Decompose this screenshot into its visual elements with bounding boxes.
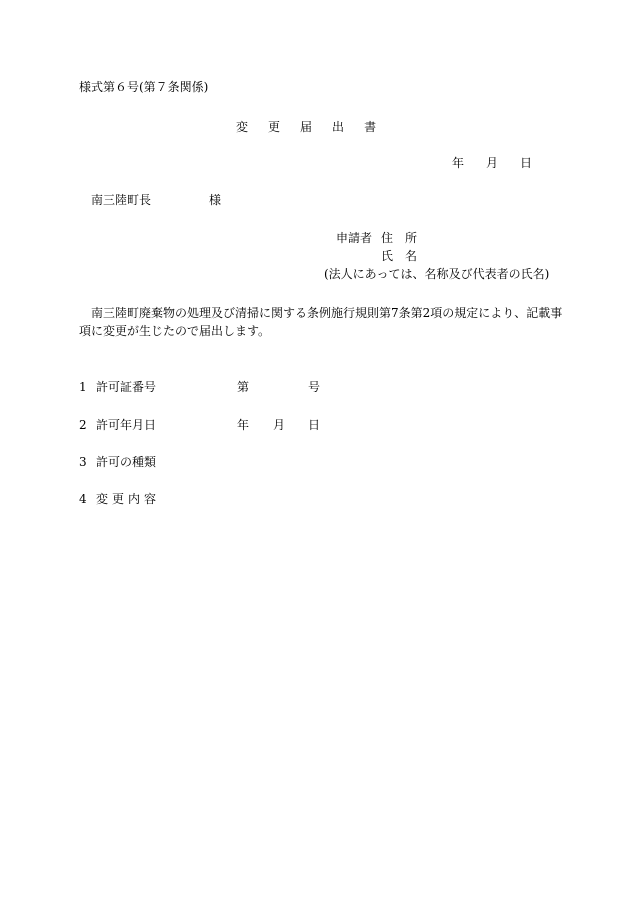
title-char: 届 (300, 120, 313, 134)
date-day-label: 日 (520, 156, 533, 170)
addressee: 南三陸町長 (91, 193, 152, 207)
addressee-honorific: 様 (209, 193, 222, 207)
title-char: 書 (364, 120, 377, 134)
item-number: 2 (79, 418, 87, 432)
permit-date-month-label: 月 (273, 418, 286, 432)
item-number: 4 (79, 492, 87, 506)
permit-number-suffix: 号 (308, 380, 321, 394)
permit-number-prefix: 第 (237, 380, 250, 394)
item-permit-number-label: 許可証番号 (96, 380, 157, 394)
item-permit-date-label: 許可年月日 (96, 418, 157, 432)
item-number: 1 (79, 380, 87, 394)
title-char: 変 (236, 120, 249, 134)
permit-date-year-label: 年 (237, 418, 250, 432)
body-text-line-2: 項に変更が生じたので届出します。 (79, 324, 271, 338)
document-title (236, 120, 396, 135)
corporate-note: (法人にあっては、名称及び代表者の氏名) (324, 267, 550, 281)
body-text-line-1: 南三陸町廃棄物の処理及び清掃に関する条例施行規則第7条第2項の規定により、記載事 (91, 306, 563, 320)
applicant-name-label: 氏 名 (381, 249, 418, 263)
item-permit-type-label: 許可の種類 (96, 455, 157, 469)
item-number: 3 (79, 455, 87, 469)
form-number: 様式第６号(第７条関係) (79, 80, 209, 94)
submission-date (452, 156, 554, 171)
title-char: 更 (268, 120, 281, 134)
applicant-label: 申請者 (336, 231, 373, 245)
date-year-label: 年 (452, 156, 465, 170)
item-change-details-label: 変更内容 (96, 492, 161, 506)
permit-date-day-label: 日 (308, 418, 321, 432)
title-char: 出 (332, 120, 345, 134)
date-month-label: 月 (486, 156, 499, 170)
applicant-address-label: 住 所 (381, 231, 418, 245)
